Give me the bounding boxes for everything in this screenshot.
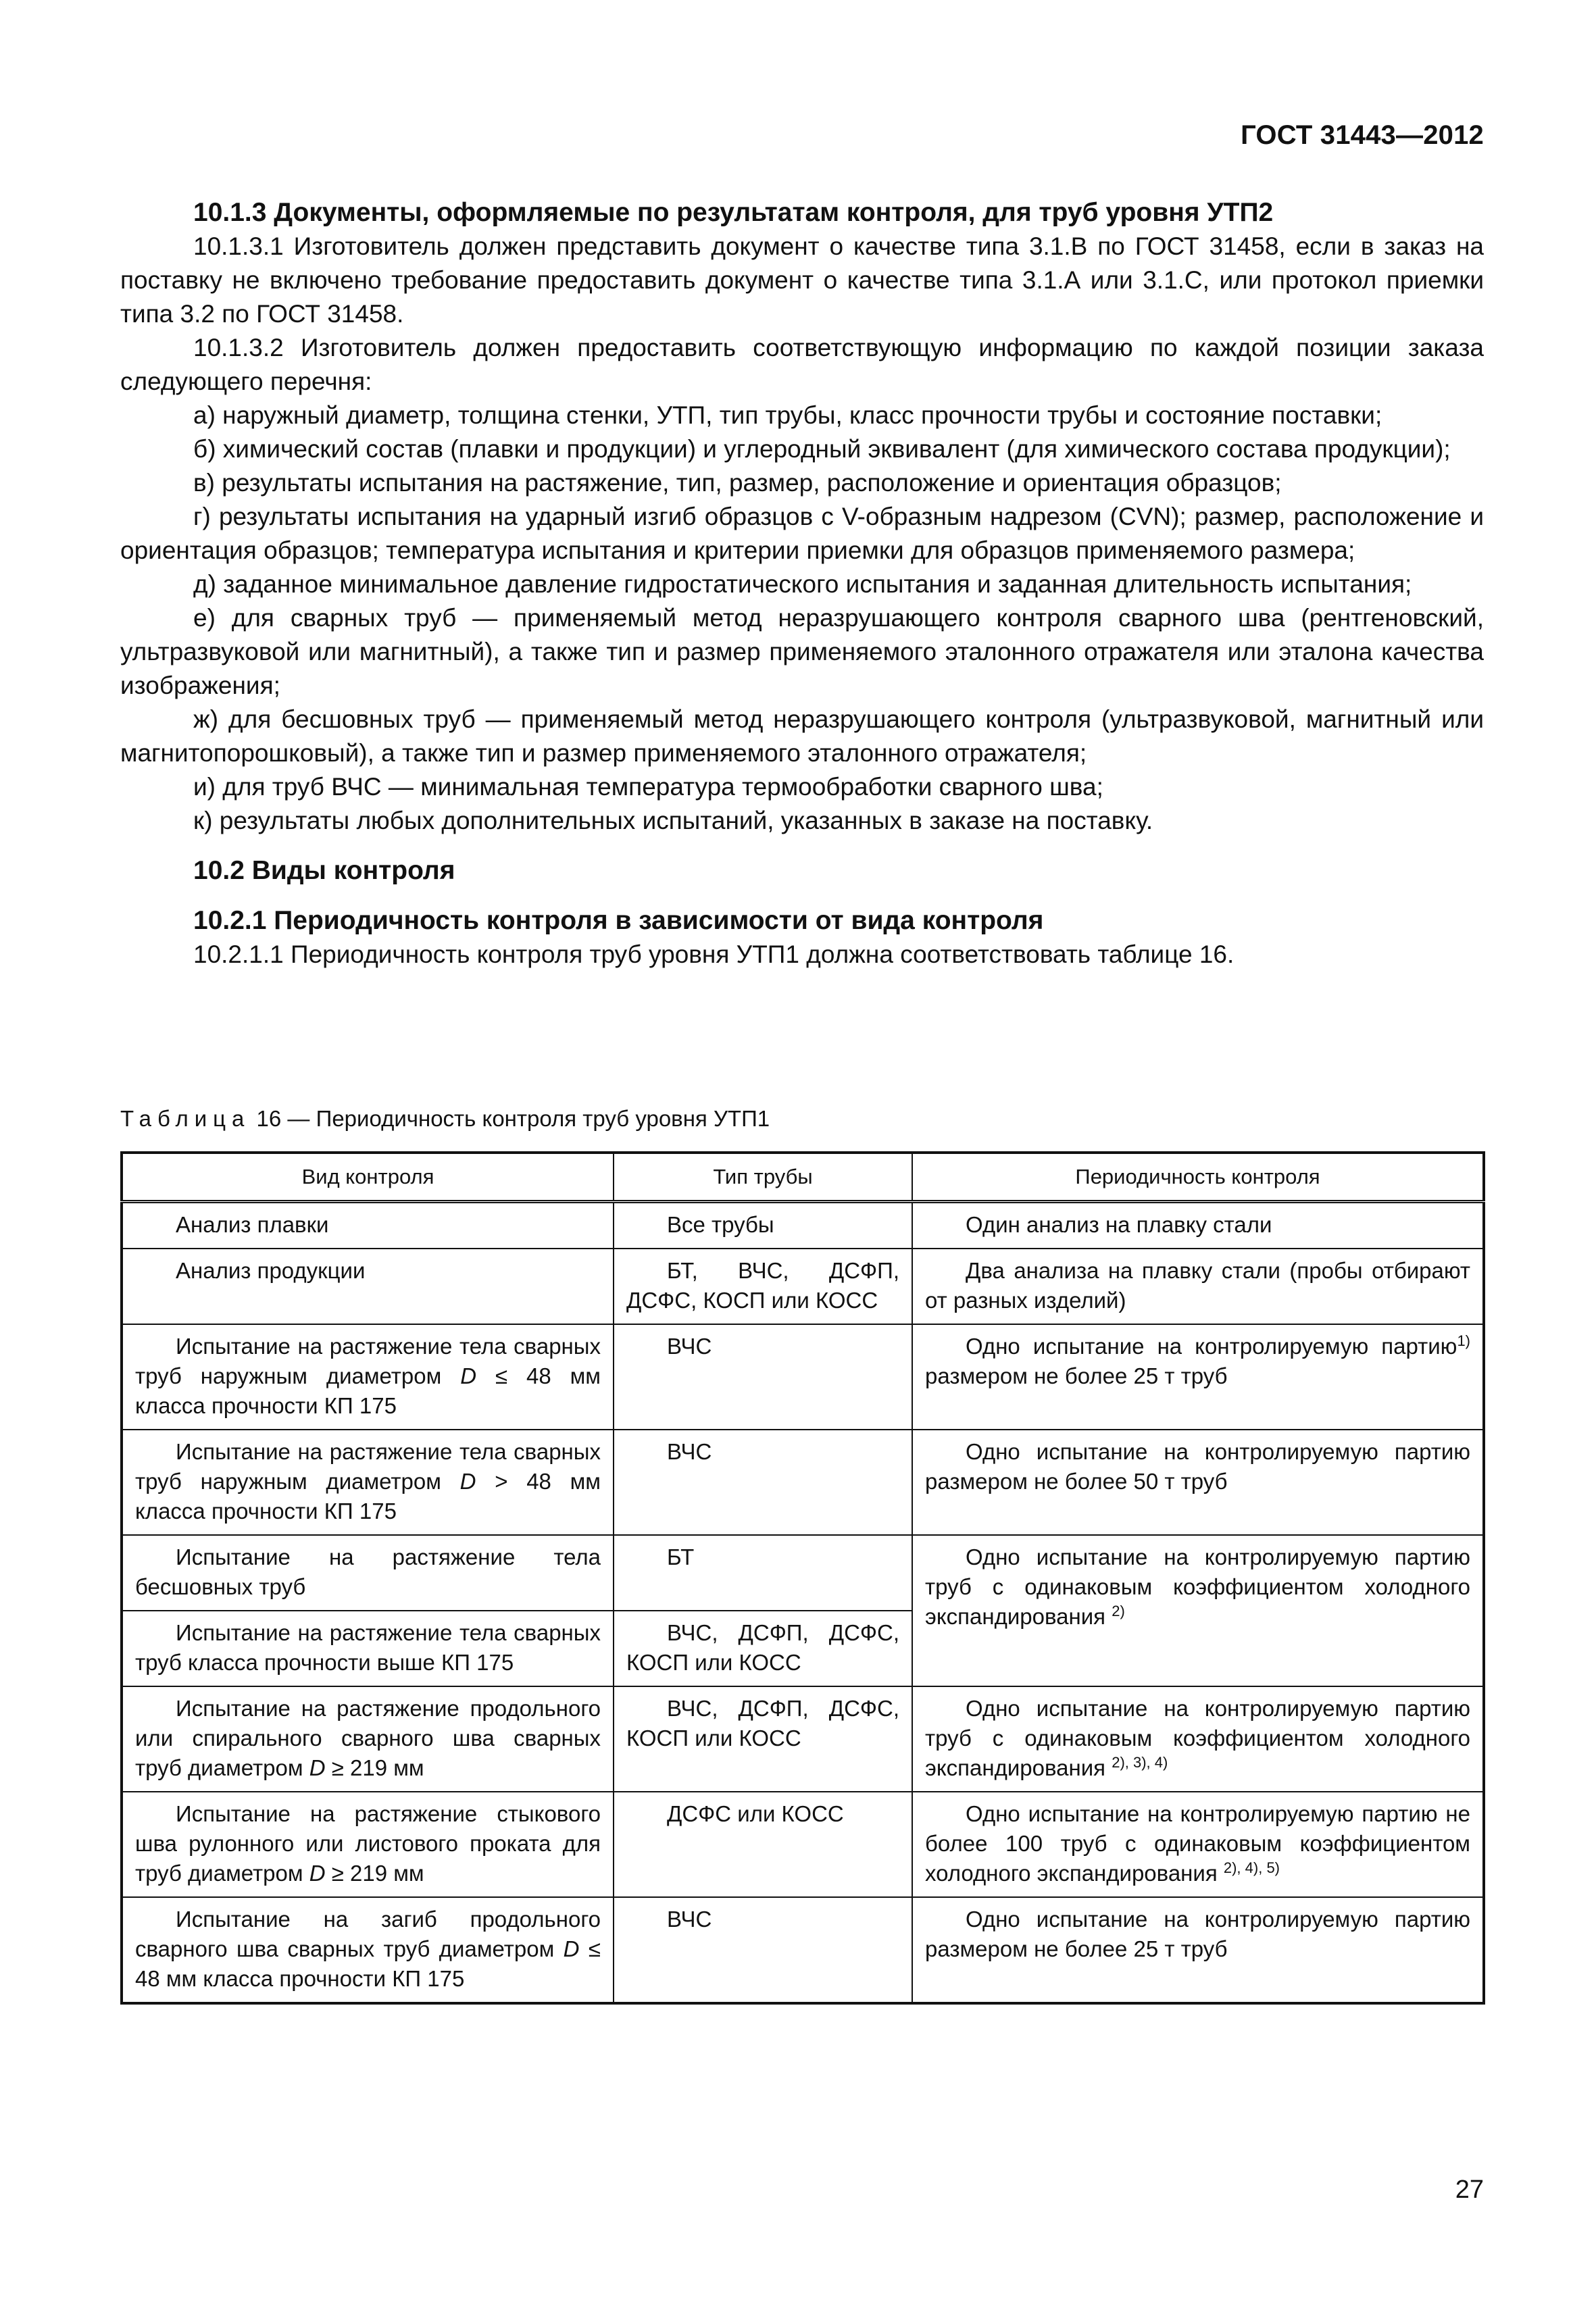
cell-pipe-type: ВЧС, ДСФП, ДСФС, КОСП или КОСС xyxy=(614,1611,912,1686)
cell-pipe-type: ВЧС xyxy=(614,1430,912,1535)
paragraph-10-1-3-1: 10.1.3.1 Изготовитель должен представить документ о качестве типа 3.1.В по ГОСТ 31458, если в заказ на поставку не включено требование предоставить документ о качестве типа 3.1.А или 3.1.С, или протокол приемки типа 3.2 по ГОСТ 31458. xyxy=(120,232,1484,328)
page-number: 27 xyxy=(1455,2175,1484,2204)
table-header-row xyxy=(122,1153,1484,1202)
cell-pipe-type: БТ, ВЧС, ДСФП, ДСФС, КОСП или КОСС xyxy=(614,1249,912,1324)
table-row xyxy=(122,1249,1484,1324)
list-item: а) наружный диаметр, толщина стенки, УТП, тип трубы, класс прочности трубы и состояние поставки; xyxy=(193,401,1382,429)
cell-frequency: Одно испытание на контролируемую партию$^{1)}$ размером не более 25 т труб xyxy=(912,1324,1484,1430)
list-item: и) для труб ВЧС — минимальная температура термообработки сварного шва; xyxy=(193,773,1103,801)
page-body xyxy=(120,196,1484,972)
table-row xyxy=(122,1897,1484,2003)
column-header-frequency: Периодичность контроля xyxy=(912,1153,1484,1202)
section-heading-10-2-1: 10.2.1 Периодичность контроля в зависимости от вида контроля xyxy=(193,906,1044,935)
cell-pipe-type: ВЧС xyxy=(614,1324,912,1430)
footnote-ref: 2), 4), 5) xyxy=(1223,1859,1280,1876)
cell-kind: Испытание на растяжение стыкового шва рулонного или листового проката для труб диаметром D ≥ 219 мм xyxy=(122,1792,614,1897)
table-row xyxy=(122,1324,1484,1430)
cell-kind: Испытание на растяжение тела бесшовных труб xyxy=(122,1535,614,1611)
cell-kind: Анализ продукции xyxy=(122,1249,614,1324)
cell-frequency: Одно испытание на контролируемую партию размером не более 50 т труб xyxy=(912,1430,1484,1535)
footnote-ref: 1) xyxy=(1457,1332,1470,1349)
cell-pipe-type: ВЧС xyxy=(614,1897,912,2003)
list-item: к) результаты любых дополнительных испытаний, указанных в заказе на поставку. xyxy=(193,807,1153,834)
list-item: д) заданное минимальное давление гидростатического испытания и заданная длительность испытания; xyxy=(193,570,1412,598)
column-header-pipe-type: Тип трубы xyxy=(614,1153,912,1202)
list-item: в) результаты испытания на растяжение, тип, размер, расположение и ориентация образцов; xyxy=(193,469,1282,497)
paragraph-10-2-1-1: 10.2.1.1 Периодичность контроля труб уровня УТП1 должна соответствовать таблице 16. xyxy=(193,940,1235,968)
list-item: ж) для бесшовных труб — применяемый метод неразрушающего контроля (ультразвуковой, магнитный или магнитопорошковый), а также тип и размер применяемого эталонного отражателя; xyxy=(120,705,1484,767)
cell-frequency: Одно испытание на контролируемую партию размером не более 25 т труб xyxy=(912,1897,1484,2003)
section-heading-10-2: 10.2 Виды контроля xyxy=(193,856,455,885)
cell-kind: Испытание на растяжение продольного или спирального сварного шва сварных труб диаметром D ≥ 219 мм xyxy=(122,1686,614,1792)
paragraph-10-1-3-2: 10.1.3.2 Изготовитель должен предоставить соответствующую информацию по каждой позиции заказа следующего перечня: xyxy=(120,334,1484,395)
document-header: ГОСТ 31443—2012 xyxy=(1241,120,1484,150)
cell-kind: Испытание на растяжение тела сварных труб наружным диаметром D ≤ 48 мм класса прочности КП 175 xyxy=(122,1324,614,1430)
cell-frequency: Одно испытание на контролируемую партию труб с одинаковым коэффициентом холодного экспандирования $^{2), 3), 4)}$ xyxy=(912,1686,1484,1792)
list-item: б) химический состав (плавки и продукции) и углеродный эквивалент (для химического состава продукции); xyxy=(193,435,1451,463)
section-heading-10-1-3: 10.1.3 Документы, оформляемые по результатам контроля, для труб уровня УТП2 xyxy=(193,198,1274,227)
cell-kind: Испытание на загиб продольного сварного шва сварных труб диаметром D ≤ 48 мм класса прочности КП 175 xyxy=(122,1897,614,2003)
cell-kind: Анализ плавки xyxy=(122,1202,614,1249)
list-item: г) результаты испытания на ударный изгиб образцов с V-образным надрезом (CVN); размер, расположение и ориентация образцов; температура испытания и критерии приемки для образцов применяемого размера; xyxy=(120,503,1484,564)
cell-frequency: Один анализ на плавку стали xyxy=(912,1202,1484,1249)
table-caption-title: 16 — Периодичность контроля труб уровня УТП1 xyxy=(250,1106,770,1131)
table-16 xyxy=(120,1151,1485,2005)
cell-pipe-type: БТ xyxy=(614,1535,912,1611)
table-row xyxy=(122,1202,1484,1249)
cell-pipe-type: Все трубы xyxy=(614,1202,912,1249)
table-row xyxy=(122,1792,1484,1897)
cell-frequency: Одно испытание на контролируемую партию не более 100 труб с одинаковым коэффициентом холодного экспандирования $^{2), 4), 5)}$ xyxy=(912,1792,1484,1897)
table-row xyxy=(122,1430,1484,1535)
cell-kind: Испытание на растяжение тела сварных труб наружным диаметром D > 48 мм класса прочности КП 175 xyxy=(122,1430,614,1535)
cell-kind: Испытание на растяжение тела сварных труб класса прочности выше КП 175 xyxy=(122,1611,614,1686)
list-item: е) для сварных труб — применяемый метод неразрушающего контроля сварного шва (рентгеновский, ультразвуковой или магнитный), а также тип и размер применяемого эталонного отражателя или эталона качества изображения; xyxy=(120,604,1484,699)
cell-frequency: Одно испытание на контролируемую партию труб с одинаковым коэффициентом холодного экспандирования $^{2)}$ xyxy=(912,1535,1484,1686)
cell-frequency: Два анализа на плавку стали (пробы отбирают от разных изделий) xyxy=(912,1249,1484,1324)
table-caption-word: Таблица xyxy=(120,1106,251,1131)
footnote-ref: 2), 3), 4) xyxy=(1112,1754,1168,1771)
table-row xyxy=(122,1535,1484,1611)
table-row xyxy=(122,1686,1484,1792)
column-header-kind: Вид контроля xyxy=(122,1153,614,1202)
table-caption xyxy=(120,1105,770,1132)
footnote-ref: 2) xyxy=(1112,1603,1125,1619)
cell-pipe-type: ВЧС, ДСФП, ДСФС, КОСП или КОСС xyxy=(614,1686,912,1792)
cell-pipe-type: ДСФС или КОСС xyxy=(614,1792,912,1897)
